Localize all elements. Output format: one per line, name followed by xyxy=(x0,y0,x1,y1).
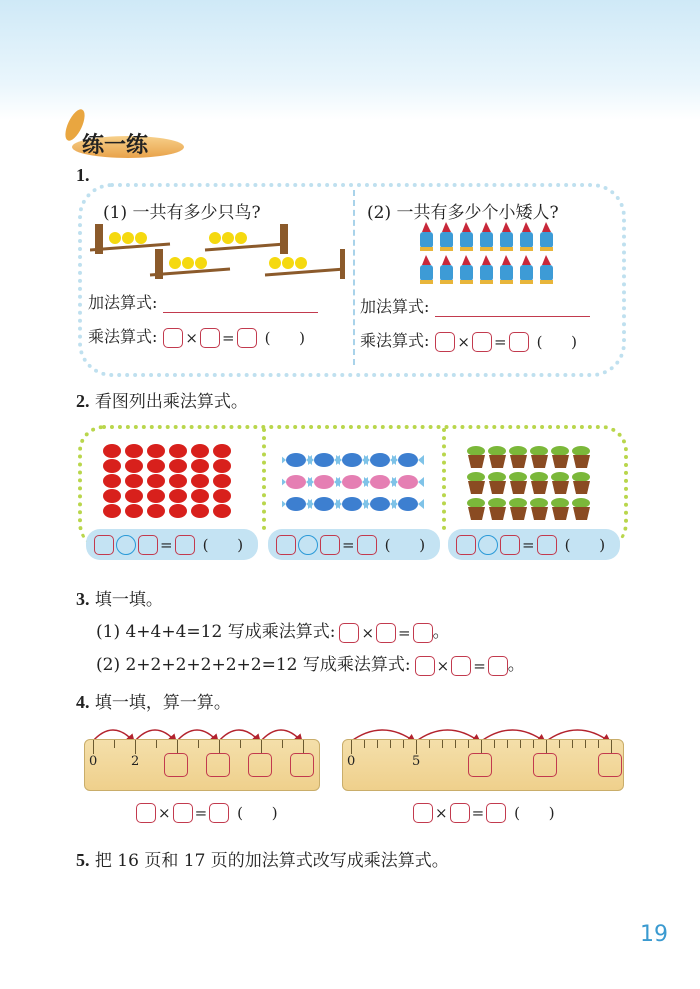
ruler-tick xyxy=(364,740,365,748)
math-symbol: × xyxy=(435,803,448,822)
ruler-tick xyxy=(390,740,391,748)
bird xyxy=(169,257,181,269)
ruler-tick xyxy=(114,740,115,748)
ruler-tick xyxy=(351,740,352,754)
gnome-hat xyxy=(522,255,531,265)
ruler-tick xyxy=(598,740,599,748)
q1-part2-title: (2) 一共有多少个小矮人? xyxy=(367,203,559,223)
gnome-feet xyxy=(500,280,513,284)
operator-circle[interactable] xyxy=(478,535,498,555)
q4-equation-2 xyxy=(407,802,567,823)
gnome-hat xyxy=(462,255,471,265)
candy xyxy=(314,475,334,489)
answer-box[interactable] xyxy=(276,535,296,555)
gnome-hat xyxy=(522,222,531,232)
gnome-body xyxy=(520,232,533,248)
flower-pot xyxy=(552,481,569,494)
gnome-hat xyxy=(462,222,471,232)
ruler-tick xyxy=(559,740,560,748)
q2-answer-1 xyxy=(86,529,258,560)
q5-heading: 5. 把 16 页和 17 页的加法算式改写成乘法算式。 xyxy=(76,850,449,871)
ruler-tick xyxy=(135,740,136,754)
ruler-tick xyxy=(507,740,508,748)
gnome-body xyxy=(540,232,553,248)
birds-on-branches-image xyxy=(90,222,345,292)
page-number: 19 xyxy=(640,922,668,947)
math-symbol: × xyxy=(361,623,375,642)
q2-divider xyxy=(442,428,446,530)
plant-leaves xyxy=(530,446,548,456)
gnome-feet xyxy=(460,247,473,251)
lantern xyxy=(169,474,187,488)
plant-leaves xyxy=(509,498,527,508)
bird xyxy=(209,232,221,244)
ruler-tick xyxy=(240,740,241,748)
answer-line[interactable] xyxy=(163,298,318,313)
candy xyxy=(370,475,390,489)
unit-parentheses[interactable]: ( ) xyxy=(264,328,318,347)
unit-parentheses[interactable]: ( ) xyxy=(514,803,567,822)
ruler-tick xyxy=(93,740,94,754)
operator-circle[interactable] xyxy=(116,535,136,555)
math-symbol: = xyxy=(221,328,235,347)
math-symbol: × xyxy=(158,803,171,822)
gnome-body xyxy=(500,232,513,248)
ruler-2 xyxy=(342,739,624,791)
badge-label: 练一练 xyxy=(82,133,149,158)
lantern xyxy=(147,504,165,518)
answer-box[interactable] xyxy=(415,656,435,676)
bird xyxy=(235,232,247,244)
answer-box[interactable] xyxy=(537,535,557,555)
answer-box[interactable] xyxy=(472,332,492,352)
flower-pot xyxy=(468,455,485,468)
lantern xyxy=(213,489,231,503)
candy xyxy=(286,497,306,511)
flower-pot xyxy=(531,455,548,468)
answer-box[interactable] xyxy=(164,753,188,777)
ruler-tick xyxy=(403,740,404,748)
flower-pot xyxy=(531,507,548,520)
lantern xyxy=(125,474,143,488)
answer-box[interactable] xyxy=(248,753,272,777)
answer-box[interactable] xyxy=(435,332,455,352)
answer-box[interactable] xyxy=(94,535,114,555)
bird xyxy=(195,257,207,269)
bird xyxy=(269,257,281,269)
lanterns-image xyxy=(100,443,240,521)
gnome-hat xyxy=(422,255,431,265)
plant-leaves xyxy=(467,498,485,508)
gnome-body xyxy=(440,265,453,281)
gnome-body xyxy=(460,265,473,281)
answer-box[interactable] xyxy=(451,656,471,676)
gnome-feet xyxy=(420,247,433,251)
answer-box[interactable] xyxy=(175,535,195,555)
gnome-feet xyxy=(480,247,493,251)
unit-parentheses[interactable]: ( ) xyxy=(384,535,438,554)
gnome-hat xyxy=(482,222,491,232)
answer-box[interactable] xyxy=(173,803,193,823)
ruler-tick xyxy=(520,740,521,748)
plant-leaves xyxy=(530,498,548,508)
q2-divider xyxy=(262,428,266,530)
gnome-feet xyxy=(480,280,493,284)
lantern xyxy=(191,474,209,488)
candy xyxy=(342,475,362,489)
answer-box[interactable] xyxy=(200,328,220,348)
flower-pot xyxy=(510,507,527,520)
candy xyxy=(342,453,362,467)
flower-pot xyxy=(489,507,506,520)
answer-box[interactable] xyxy=(339,623,359,643)
plant-leaves xyxy=(488,472,506,482)
lantern xyxy=(103,474,121,488)
lantern xyxy=(191,459,209,473)
answer-box[interactable] xyxy=(376,623,396,643)
q1-part1-title: (1) 一共有多少只鸟? xyxy=(103,203,261,223)
answer-box[interactable] xyxy=(468,753,492,777)
ruler-tick xyxy=(429,740,430,748)
gnome-feet xyxy=(540,247,553,251)
plant-leaves xyxy=(488,498,506,508)
answer-box[interactable] xyxy=(413,623,433,643)
q1-part2-mul: 乘法算式: × = ( ) xyxy=(360,331,590,351)
plant-leaves xyxy=(572,446,590,456)
answer-box[interactable] xyxy=(138,535,158,555)
q1-number: 1. xyxy=(76,165,90,185)
flower-pot xyxy=(468,507,485,520)
math-symbol: = xyxy=(471,803,485,822)
gnome-feet xyxy=(440,247,453,251)
ruler-tick xyxy=(303,740,304,754)
flower-pot xyxy=(489,481,506,494)
section-badge xyxy=(72,128,184,158)
ruler-label: 5 xyxy=(412,754,421,769)
unit-parentheses[interactable]: ( ) xyxy=(237,803,290,822)
lantern xyxy=(125,504,143,518)
ruler-tick xyxy=(585,740,586,748)
gnome-hat xyxy=(502,255,511,265)
ruler-label: 0 xyxy=(347,754,356,769)
flower-pot xyxy=(531,481,548,494)
ruler-tick xyxy=(468,740,469,748)
q3-item-2: (2) 2+2+2+2+2+2=12 写成乘法算式: × = 。 xyxy=(96,655,525,675)
q3-item-1: (1) 4+4+4=12 写成乘法算式: × = 。 xyxy=(96,622,450,642)
answer-box[interactable] xyxy=(413,803,433,823)
ruler-tick xyxy=(572,740,573,748)
answer-box[interactable] xyxy=(509,332,529,352)
plant-leaves xyxy=(551,472,569,482)
ruler-tick xyxy=(282,740,283,748)
gnome-body xyxy=(420,232,433,248)
ruler-tick xyxy=(198,740,199,748)
answer-box[interactable] xyxy=(357,535,377,555)
plant-leaves xyxy=(467,446,485,456)
q4-equation-1 xyxy=(130,802,290,823)
gnome-body xyxy=(480,265,493,281)
answer-box[interactable] xyxy=(237,328,257,348)
candy xyxy=(314,497,334,511)
gnome-feet xyxy=(500,247,513,251)
lantern xyxy=(103,489,121,503)
answer-box[interactable] xyxy=(136,803,156,823)
candy xyxy=(342,497,362,511)
answer-line[interactable] xyxy=(435,302,590,317)
plant-leaves xyxy=(572,472,590,482)
ruler-tick xyxy=(416,740,417,754)
lantern xyxy=(169,489,187,503)
math-symbol: × xyxy=(457,332,470,351)
lantern xyxy=(147,489,165,503)
branch-trunk xyxy=(340,249,345,279)
flower-pot xyxy=(552,507,569,520)
answer-box[interactable] xyxy=(598,753,622,777)
ruler-tick xyxy=(377,740,378,748)
branch xyxy=(265,269,345,275)
answer-box[interactable] xyxy=(209,803,229,823)
q2-heading: 2. 看图列出乘法算式。 xyxy=(76,391,248,412)
math-symbol: = xyxy=(493,332,507,351)
gnomes-image xyxy=(415,222,560,287)
answer-box[interactable] xyxy=(488,656,508,676)
gnome-body xyxy=(460,232,473,248)
candy xyxy=(398,453,418,467)
bird xyxy=(295,257,307,269)
ruler-tick xyxy=(481,740,482,754)
gnome-hat xyxy=(542,222,551,232)
plant-leaves xyxy=(551,446,569,456)
math-symbol: = xyxy=(473,656,486,675)
candy xyxy=(286,475,306,489)
lantern xyxy=(125,459,143,473)
lantern xyxy=(191,489,209,503)
gnome-body xyxy=(500,265,513,281)
math-symbol: = xyxy=(194,803,208,822)
lantern xyxy=(103,504,121,518)
gnome-hat xyxy=(442,255,451,265)
flower-pot xyxy=(573,455,590,468)
bird xyxy=(222,232,234,244)
lantern xyxy=(213,444,231,458)
q3-heading: 3. 填一填。 xyxy=(76,589,163,610)
math-symbol: = xyxy=(342,535,355,554)
q1-part1-add: 加法算式: xyxy=(88,290,318,313)
ruler-tick xyxy=(219,740,220,754)
answer-box[interactable] xyxy=(456,535,476,555)
candies-image xyxy=(282,450,427,518)
gnome-feet xyxy=(540,280,553,284)
answer-box[interactable] xyxy=(290,753,314,777)
gnome-body xyxy=(520,265,533,281)
gnome-body xyxy=(480,232,493,248)
flower-pot xyxy=(468,481,485,494)
bird xyxy=(122,232,134,244)
gnome-hat xyxy=(482,255,491,265)
plant-leaves xyxy=(551,498,569,508)
answer-box[interactable] xyxy=(533,753,557,777)
plant-leaves xyxy=(467,472,485,482)
answer-box[interactable] xyxy=(206,753,230,777)
lantern xyxy=(147,444,165,458)
gnome-feet xyxy=(420,280,433,284)
gnome-hat xyxy=(542,255,551,265)
ruler-tick xyxy=(611,740,612,754)
flower-pot xyxy=(510,455,527,468)
ruler-tick xyxy=(156,740,157,748)
gnome-body xyxy=(440,232,453,248)
potted-plants-image xyxy=(465,443,595,521)
lantern xyxy=(147,474,165,488)
lantern xyxy=(103,444,121,458)
candy xyxy=(286,453,306,467)
lantern xyxy=(125,489,143,503)
gnome-hat xyxy=(422,222,431,232)
branch xyxy=(205,244,285,250)
q2-answer-3 xyxy=(448,529,620,560)
gnome-feet xyxy=(460,280,473,284)
ruler-label: 0 xyxy=(89,754,98,769)
q1-part2-add: 加法算式: xyxy=(360,294,590,317)
bird xyxy=(135,232,147,244)
answer-box[interactable] xyxy=(163,328,183,348)
math-symbol: × xyxy=(185,328,198,347)
gnome-hat xyxy=(442,222,451,232)
lantern xyxy=(147,459,165,473)
lantern xyxy=(213,504,231,518)
bird xyxy=(182,257,194,269)
math-symbol: = xyxy=(522,535,535,554)
ruler-tick xyxy=(261,740,262,754)
top-band xyxy=(0,0,700,120)
lantern xyxy=(213,459,231,473)
lantern xyxy=(125,444,143,458)
candy xyxy=(398,475,418,489)
gnome-body xyxy=(420,265,433,281)
answer-box[interactable] xyxy=(486,803,506,823)
gnome-feet xyxy=(440,280,453,284)
flower-pot xyxy=(510,481,527,494)
q2-answer-2 xyxy=(268,529,440,560)
bird xyxy=(282,257,294,269)
flower-pot xyxy=(489,455,506,468)
plant-leaves xyxy=(488,446,506,456)
math-symbol: = xyxy=(160,535,173,554)
lantern xyxy=(169,504,187,518)
candy xyxy=(398,497,418,511)
ruler-tick xyxy=(177,740,178,754)
q4-heading: 4. 填一填，算一算。 xyxy=(76,692,231,713)
plant-leaves xyxy=(572,498,590,508)
lantern xyxy=(169,459,187,473)
ruler-tick xyxy=(494,740,495,748)
plant-leaves xyxy=(509,472,527,482)
lantern xyxy=(191,504,209,518)
gnome-hat xyxy=(502,222,511,232)
gnome-body xyxy=(540,265,553,281)
answer-box[interactable] xyxy=(500,535,520,555)
gnome-feet xyxy=(520,280,533,284)
q1-part1-mul: 乘法算式: × = ( ) xyxy=(88,327,318,347)
candy xyxy=(314,453,334,467)
unit-parentheses[interactable]: ( ) xyxy=(202,535,256,554)
plant-leaves xyxy=(530,472,548,482)
ruler-tick xyxy=(455,740,456,748)
q1-divider xyxy=(353,190,355,365)
answer-box[interactable] xyxy=(450,803,470,823)
flower-pot xyxy=(552,455,569,468)
plant-leaves xyxy=(509,446,527,456)
lantern xyxy=(103,459,121,473)
lantern xyxy=(169,444,187,458)
ruler-tick xyxy=(546,740,547,754)
answer-box[interactable] xyxy=(320,535,340,555)
ruler-label: 2 xyxy=(131,754,140,769)
math-symbol: = xyxy=(398,623,411,642)
unit-parentheses[interactable]: ( ) xyxy=(536,332,590,351)
branch-trunk xyxy=(280,224,288,254)
math-symbol: × xyxy=(436,656,450,675)
operator-circle[interactable] xyxy=(298,535,318,555)
lantern xyxy=(213,474,231,488)
candy xyxy=(370,497,390,511)
unit-parentheses[interactable]: ( ) xyxy=(564,535,618,554)
flower-pot xyxy=(573,481,590,494)
lantern xyxy=(191,444,209,458)
bird xyxy=(109,232,121,244)
ruler-1 xyxy=(84,739,320,791)
ruler-tick xyxy=(442,740,443,748)
ruler-tick xyxy=(533,740,534,748)
flower-pot xyxy=(573,507,590,520)
gnome-feet xyxy=(520,247,533,251)
candy xyxy=(370,453,390,467)
